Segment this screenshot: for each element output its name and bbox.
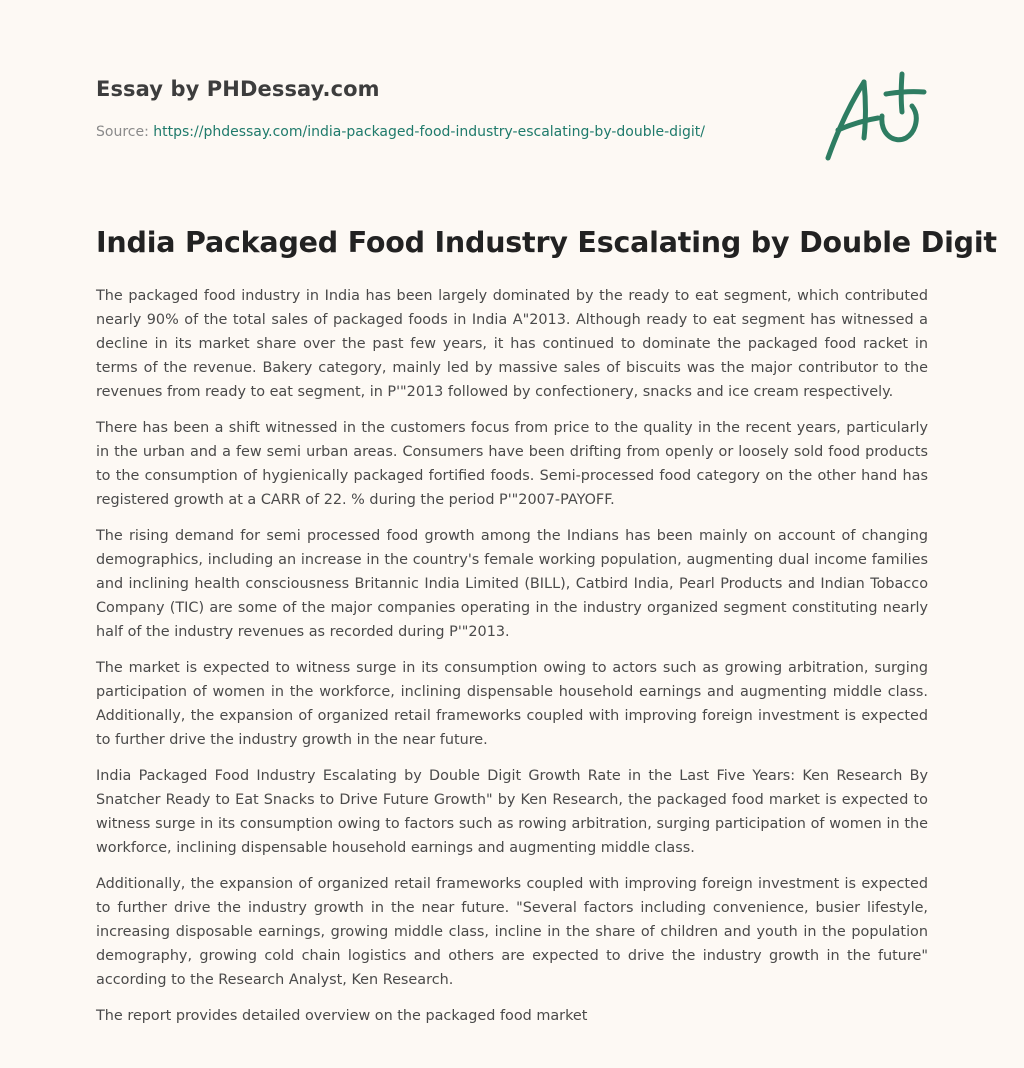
paragraph: There has been a shift witnessed in the customers focus from price to the quality in the recent years, particularly in the urban and a few semi urban areas. Consumers have been drifting from openly or loosely sold food products to the consumption of hygienically packaged fortified foods. Semi-processed food category on the other hand has registered growth at a CARR of 22. % during the period P'"2007-PAYOFF.	[96, 420, 928, 508]
source-line	[96, 124, 705, 140]
paragraph: India Packaged Food Industry Escalating by Double Digit Growth Rate in the Last Five Years: Ken Research By Snatcher Ready to Eat Snacks to Drive Future Growth" by Ken Research, the packaged food market is expected to witness surge in its consumption owing to factors such as rowing arbitration, surging participation of women in the workforce, inclining dispensable household earnings and augmenting middle class.	[96, 768, 928, 856]
essay-body	[96, 284, 928, 1040]
a-plus-grade-icon	[820, 68, 930, 168]
site-title: Essay by PHDessay.com	[96, 77, 380, 101]
paragraph: The rising demand for semi processed food growth among the Indians has been mainly on account of changing demographics, including an increase in the country's female working population, augmenting dual income families and inclining health consciousness Britannic India Limited (BILL), Catbird India, Pearl Products and Indian Tobacco Company (TIC) are some of the major companies operating in the industry organized segment constituting nearly half of the industry revenues as recorded during P'"2013.	[96, 528, 928, 640]
essay-title: India Packaged Food Industry Escalating by Double Digit	[96, 226, 997, 259]
paragraph: The report provides detailed overview on the packaged food market	[96, 1008, 588, 1024]
paragraph: The packaged food industry in India has been largely dominated by the ready to eat segment, which contributed nearly 90% of the total sales of packaged foods in India A"2013. Although ready to eat segment has witnessed a decline in its market share over the past few years, it has continued to dominate the packaged food racket in terms of the revenue. Bakery category, mainly led by massive sales of biscuits was the major contributor to the revenues from ready to eat segment, in P'"2013 followed by confectionery, snacks and ice cream respectively.	[96, 288, 928, 400]
paragraph: The market is expected to witness surge in its consumption owing to actors such as growing arbitration, surging participation of women in the workforce, inclining dispensable household earnings and augmenting middle class. Additionally, the expansion of organized retail frameworks coupled with improving foreign investment is expected to further drive the industry growth in the near future.	[96, 660, 928, 748]
source-link[interactable]: https://phdessay.com/india-packaged-food-industry-escalating-by-double-digit/	[153, 124, 705, 140]
source-label: Source:	[96, 124, 149, 140]
paragraph: Additionally, the expansion of organized retail frameworks coupled with improving foreign investment is expected to further drive the industry growth in the near future. "Several factors including convenience, busier lifestyle, increasing disposable earnings, growing middle class, incline in the share of children and youth in the population demography, growing cold chain logistics and others are expected to drive the industry growth in the future" according to the Research Analyst, Ken Research.	[96, 876, 928, 988]
